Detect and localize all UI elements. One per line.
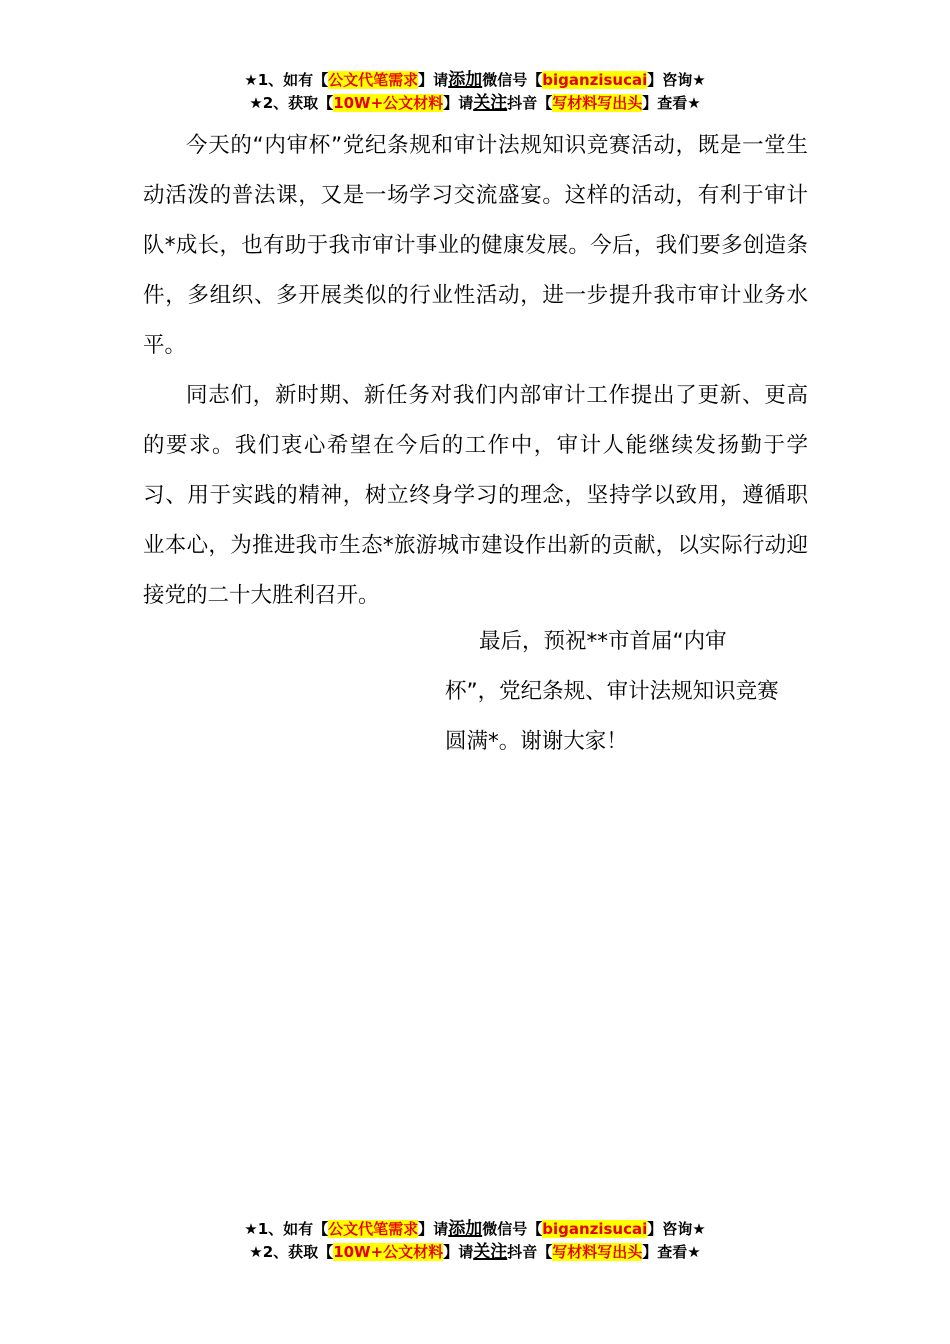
paragraph-1: 今天的“内审杯”党纪条规和审计法规知识竞赛活动，既是一堂生动活泼的普法课，又是一场学习交流盛宴。这样的活动，有利于审计队*成长，也有助于我市审计事业的健康发展。今后，我们要多创造条件，多组织、多开展类似的行业性活动，进一步提升我市审计业务水平。 bbox=[143, 133, 808, 358]
highlight-douyin-id: 写材料写出头 bbox=[552, 94, 643, 112]
banner-line-1: ★1、如有【公文代笔需求】请添加微信号【biganzisucai】咨询★ bbox=[244, 70, 706, 90]
highlight-wechat-id: biganzisucai bbox=[542, 71, 648, 89]
highlight-materials: 10W+公文材料 bbox=[333, 1243, 444, 1261]
banner-line-2: ★2、获取【10W+公文材料】请关注抖音【写材料写出头】查看★ bbox=[249, 1242, 701, 1262]
highlight-service: 公文代笔需求 bbox=[328, 71, 419, 89]
footer-banner bbox=[0, 1218, 950, 1264]
highlight-service: 公文代笔需求 bbox=[328, 1220, 419, 1238]
highlight-materials: 10W+公文材料 bbox=[333, 94, 444, 112]
closing-line-1: 最后，预祝**市首届“内审 bbox=[479, 629, 727, 654]
highlight-douyin-id: 写材料写出头 bbox=[552, 1243, 643, 1261]
paragraph-2: 同志们，新时期、新任务对我们内部审计工作提出了更新、更高的要求。我们衷心希望在今后的工作中，审计人能继续发扬勤于学习、用于实践的精神，树立终身学习的理念，坚持学以致用，遵循职业本心，为推进我市生态*旅游城市建设作出新的贡献，以实际行动迎接党的二十大胜利召开。 bbox=[143, 383, 808, 608]
document-body bbox=[143, 121, 808, 621]
header-banner bbox=[0, 69, 950, 115]
closing-line-2: 杯”，党纪条规、审计法规知识竞赛 bbox=[445, 679, 779, 704]
closing-line-3: 圆满*。谢谢大家！ bbox=[445, 729, 628, 754]
banner-line-1: ★1、如有【公文代笔需求】请添加微信号【biganzisucai】咨询★ bbox=[244, 1219, 706, 1239]
highlight-wechat-id: biganzisucai bbox=[542, 1220, 648, 1238]
banner-line-2: ★2、获取【10W+公文材料】请关注抖音【写材料写出头】查看★ bbox=[249, 93, 701, 113]
closing-remarks bbox=[445, 617, 807, 767]
